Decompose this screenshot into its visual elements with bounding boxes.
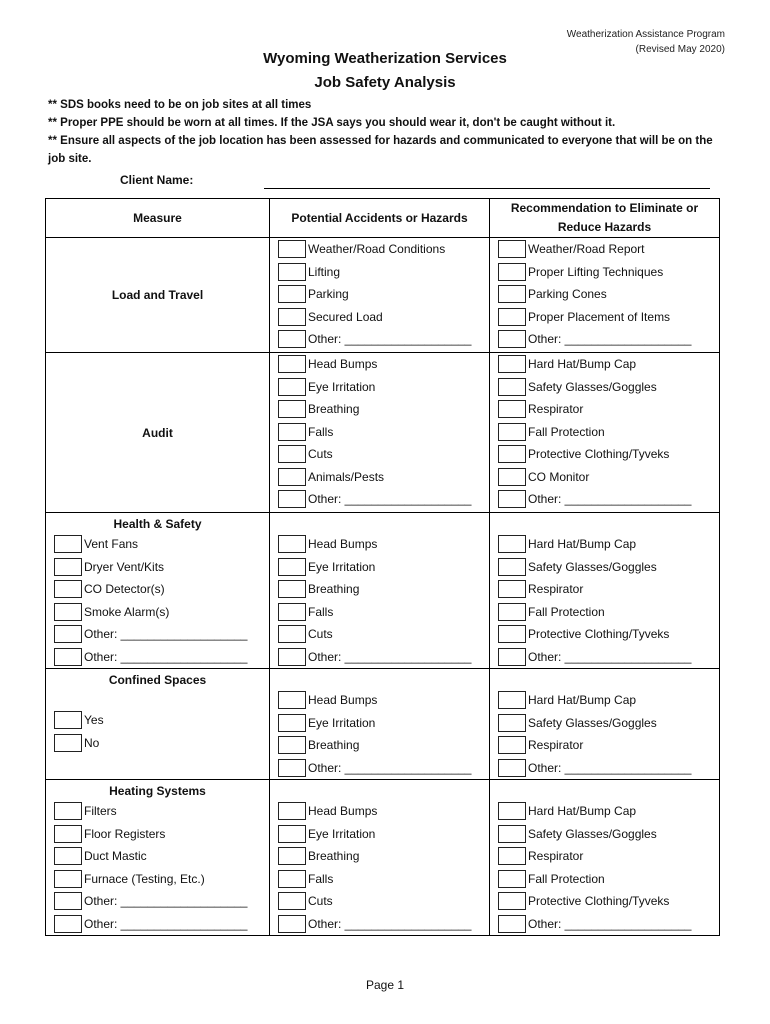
- checkbox-option: [490, 868, 719, 891]
- checkbox[interactable]: [278, 625, 306, 643]
- checkbox-label: Hard Hat/Bump Cap: [528, 804, 637, 819]
- checkbox-label: Yes: [84, 713, 104, 728]
- checkbox-option: [490, 646, 719, 669]
- section-title: Audit: [142, 425, 173, 440]
- checkbox-option: [46, 646, 269, 669]
- checkbox-option: [270, 556, 489, 579]
- checkbox-option: [490, 890, 719, 913]
- checkbox-label: Safety Glasses/Goggles: [528, 559, 657, 574]
- checkbox-label: Fall Protection: [528, 424, 605, 439]
- checkbox-option: [490, 488, 719, 511]
- checkbox-label: Dryer Vent/Kits: [84, 559, 165, 574]
- checkbox-option: [490, 623, 719, 646]
- checkbox-option: [270, 488, 489, 511]
- checkbox-label: Fall Protection: [528, 604, 605, 619]
- checkbox-label: Respirator: [528, 402, 584, 417]
- checkbox[interactable]: [498, 648, 526, 666]
- checkbox-option: [490, 443, 719, 466]
- checkbox[interactable]: [498, 400, 526, 418]
- checkbox-option: [490, 556, 719, 579]
- checkbox-label: Eye Irritation: [308, 826, 376, 841]
- checkbox-label: Other: ___________________: [84, 916, 248, 931]
- client-name-field[interactable]: [264, 188, 710, 189]
- checkbox[interactable]: [498, 263, 526, 281]
- checkbox[interactable]: [498, 825, 526, 843]
- checkbox[interactable]: [278, 802, 306, 820]
- checkbox-label: Other: ___________________: [528, 332, 692, 347]
- checkbox-option: [270, 533, 489, 556]
- checkbox-option: [270, 800, 489, 823]
- checkbox-label: Falls: [308, 871, 334, 886]
- measure-list: [46, 533, 269, 668]
- checkbox-label: Safety Glasses/Goggles: [528, 715, 657, 730]
- checkbox[interactable]: [498, 330, 526, 348]
- checkbox[interactable]: [278, 263, 306, 281]
- checkbox-label: Other: ___________________: [308, 332, 472, 347]
- checkbox-option: [46, 732, 269, 755]
- checkbox-option: [490, 421, 719, 444]
- checkbox[interactable]: [498, 378, 526, 396]
- checkbox[interactable]: [498, 423, 526, 441]
- checkbox-label: Head Bumps: [308, 357, 378, 372]
- checkbox[interactable]: [278, 330, 306, 348]
- checkbox-label: Other: ___________________: [84, 649, 248, 664]
- section-title: Health & Safety: [113, 517, 202, 531]
- recommendation-list: [490, 780, 719, 935]
- recommendation-header-line2: Reduce Hazards: [557, 220, 652, 234]
- checkbox-option: [270, 578, 489, 601]
- checkbox[interactable]: [54, 802, 82, 820]
- checkbox-option: [270, 238, 489, 261]
- checkbox-label: Other: ___________________: [528, 492, 692, 507]
- checkbox-option: [490, 376, 719, 399]
- checkbox[interactable]: [54, 711, 82, 729]
- checkbox-label: Parking: [308, 287, 349, 302]
- checkbox-option: [270, 689, 489, 712]
- checkbox[interactable]: [54, 580, 82, 598]
- recommendation-list: [490, 238, 719, 351]
- recommendation-column-header: [490, 199, 720, 238]
- checkbox-label: Other: ___________________: [84, 894, 248, 909]
- checkbox[interactable]: [498, 580, 526, 598]
- checkbox-option: [490, 466, 719, 489]
- checkbox-label: Hard Hat/Bump Cap: [528, 537, 637, 552]
- note-sds: ** SDS books need to be on job sites at all times: [48, 99, 312, 111]
- checkbox-option: [490, 757, 719, 780]
- job-safety-table: [45, 198, 720, 936]
- checkbox-option: [490, 845, 719, 868]
- checkbox-label: Weather/Road Report: [528, 242, 645, 257]
- checkbox[interactable]: [498, 285, 526, 303]
- recommendation-list: [490, 513, 719, 668]
- recommendation-header-line1: Recommendation to Eliminate or: [510, 201, 699, 215]
- checkbox-option: [270, 443, 489, 466]
- section-health-and-safety: [46, 513, 720, 669]
- checkbox-option: [490, 238, 719, 261]
- checkbox[interactable]: [54, 535, 82, 553]
- note-hazards: ** Ensure all aspects of the job location has been assessed for hazards and communicated to everyone that will be on the job site.: [48, 135, 713, 165]
- checkbox[interactable]: [54, 870, 82, 888]
- checkbox[interactable]: [498, 892, 526, 910]
- checkbox-option: [490, 823, 719, 846]
- checkbox-option: [46, 601, 269, 624]
- checkbox-label: Cuts: [308, 627, 333, 642]
- checkbox-label: Lifting: [308, 264, 341, 279]
- checkbox-label: Falls: [308, 604, 334, 619]
- checkbox-option: [270, 845, 489, 868]
- checkbox-option: [270, 890, 489, 913]
- checkbox-label: Protective Clothing/Tyveks: [528, 447, 670, 462]
- checkbox[interactable]: [278, 535, 306, 553]
- checkbox-label: Filters: [84, 804, 117, 819]
- section-heating-systems: [46, 780, 720, 936]
- checkbox-label: Breathing: [308, 402, 360, 417]
- checkbox[interactable]: [278, 445, 306, 463]
- recommendation-list: [490, 353, 719, 511]
- checkbox-option: [270, 306, 489, 329]
- checkbox[interactable]: [278, 759, 306, 777]
- checkbox-option: [270, 421, 489, 444]
- checkbox[interactable]: [278, 468, 306, 486]
- checkbox-option: [270, 868, 489, 891]
- measure-list: [46, 689, 269, 754]
- checkbox-label: Eye Irritation: [308, 379, 376, 394]
- section-load-and-travel: [46, 238, 720, 353]
- checkbox-option: [490, 800, 719, 823]
- checkbox-label: Furnace (Testing, Etc.): [84, 871, 205, 886]
- checkbox-label: Proper Lifting Techniques: [528, 264, 664, 279]
- checkbox[interactable]: [498, 870, 526, 888]
- checkbox-label: Cuts: [308, 894, 333, 909]
- section-title: Load and Travel: [111, 288, 204, 302]
- checkbox[interactable]: [54, 847, 82, 865]
- checkbox[interactable]: [498, 558, 526, 576]
- checkbox[interactable]: [278, 558, 306, 576]
- measure-list: [46, 800, 269, 935]
- checkbox[interactable]: [54, 825, 82, 843]
- page-number: Page 1: [365, 978, 405, 992]
- checkbox[interactable]: [278, 691, 306, 709]
- checkbox[interactable]: [278, 648, 306, 666]
- checkbox[interactable]: [498, 802, 526, 820]
- checkbox-option: [490, 398, 719, 421]
- section-confined-spaces: [46, 669, 720, 780]
- checkbox[interactable]: [54, 734, 82, 752]
- checkbox-option: [46, 578, 269, 601]
- checkbox-option: [270, 466, 489, 489]
- document-subtitle: Job Safety Analysis: [314, 74, 456, 91]
- checkbox[interactable]: [278, 825, 306, 843]
- checkbox-label: Falls: [308, 424, 334, 439]
- checkbox[interactable]: [498, 468, 526, 486]
- checkbox[interactable]: [498, 535, 526, 553]
- checkbox-label: Protective Clothing/Tyveks: [528, 894, 670, 909]
- checkbox[interactable]: [498, 714, 526, 732]
- checkbox-option: [490, 328, 719, 351]
- checkbox-option: [270, 646, 489, 669]
- checkbox-label: Head Bumps: [308, 537, 378, 552]
- checkbox-option: [270, 283, 489, 306]
- checkbox-label: Weather/Road Conditions: [308, 242, 446, 257]
- checkbox-label: Smoke Alarm(s): [84, 604, 170, 619]
- checkbox-option: [46, 556, 269, 579]
- checkbox-option: [490, 283, 719, 306]
- checkbox-option: [490, 578, 719, 601]
- program-name: Weatherization Assistance Program: [566, 29, 725, 40]
- checkbox-label: Duct Mastic: [84, 849, 147, 864]
- checkbox-option: [490, 712, 719, 735]
- checkbox-option: [46, 890, 269, 913]
- checkbox[interactable]: [498, 847, 526, 865]
- checkbox[interactable]: [278, 580, 306, 598]
- checkbox[interactable]: [278, 714, 306, 732]
- checkbox[interactable]: [278, 603, 306, 621]
- recommendation-list: [490, 669, 719, 779]
- checkbox[interactable]: [278, 240, 306, 258]
- checkbox[interactable]: [278, 736, 306, 754]
- checkbox-label: Breathing: [308, 849, 360, 864]
- checkbox-option: [270, 757, 489, 780]
- checkbox-label: CO Monitor: [528, 469, 590, 484]
- checkbox[interactable]: [278, 308, 306, 326]
- hazards-column-header: Potential Accidents or Hazards: [270, 199, 490, 238]
- checkbox[interactable]: [498, 490, 526, 508]
- checkbox-option: [270, 623, 489, 646]
- checkbox-option: [490, 734, 719, 757]
- checkbox-option: [46, 868, 269, 891]
- checkbox-option: [490, 689, 719, 712]
- checkbox-option: [46, 823, 269, 846]
- checkbox-label: Secured Load: [308, 309, 383, 324]
- checkbox[interactable]: [54, 603, 82, 621]
- hazard-list: [270, 780, 489, 935]
- checkbox[interactable]: [498, 759, 526, 777]
- hazard-list: [270, 669, 489, 779]
- checkbox-option: [270, 353, 489, 376]
- checkbox-label: Other: ___________________: [308, 760, 472, 775]
- checkbox[interactable]: [278, 423, 306, 441]
- checkbox[interactable]: [498, 736, 526, 754]
- checkbox-label: Eye Irritation: [308, 715, 376, 730]
- checkbox-label: Other: ___________________: [528, 649, 692, 664]
- checkbox[interactable]: [54, 915, 82, 933]
- checkbox-label: Eye Irritation: [308, 559, 376, 574]
- checkbox-option: [270, 328, 489, 351]
- checkbox-label: Safety Glasses/Goggles: [528, 379, 657, 394]
- checkbox-option: [490, 601, 719, 624]
- checkbox-label: Vent Fans: [84, 537, 139, 552]
- hazard-list: [270, 238, 489, 351]
- checkbox-label: Parking Cones: [528, 287, 607, 302]
- checkbox-option: [270, 601, 489, 624]
- section-audit: [46, 353, 720, 513]
- checkbox-label: Breathing: [308, 738, 360, 753]
- checkbox[interactable]: [498, 691, 526, 709]
- checkbox[interactable]: [498, 915, 526, 933]
- checkbox-option: [46, 623, 269, 646]
- checkbox-label: CO Detector(s): [84, 582, 165, 597]
- checkbox-label: Fall Protection: [528, 871, 605, 886]
- checkbox-label: Respirator: [528, 738, 584, 753]
- client-name-label: Client Name:: [120, 173, 194, 187]
- checkbox-option: [490, 913, 719, 936]
- checkbox[interactable]: [498, 355, 526, 373]
- checkbox-label: Hard Hat/Bump Cap: [528, 693, 637, 708]
- checkbox-option: [490, 533, 719, 556]
- checkbox[interactable]: [54, 558, 82, 576]
- checkbox-label: Other: ___________________: [308, 916, 472, 931]
- checkbox[interactable]: [278, 378, 306, 396]
- checkbox-option: [490, 353, 719, 376]
- checkbox-label: Breathing: [308, 582, 360, 597]
- checkbox-label: Other: ___________________: [528, 916, 692, 931]
- checkbox-option: [270, 734, 489, 757]
- checkbox-option: [270, 823, 489, 846]
- checkbox-label: Head Bumps: [308, 693, 378, 708]
- checkbox-label: Other: ___________________: [528, 760, 692, 775]
- checkbox[interactable]: [278, 915, 306, 933]
- checkbox[interactable]: [278, 400, 306, 418]
- checkbox-option: [270, 261, 489, 284]
- checkbox-label: Protective Clothing/Tyveks: [528, 627, 670, 642]
- section-title: Heating Systems: [109, 784, 206, 798]
- checkbox-label: Safety Glasses/Goggles: [528, 826, 657, 841]
- checkbox-label: Head Bumps: [308, 804, 378, 819]
- checkbox-label: Other: ___________________: [84, 627, 248, 642]
- checkbox[interactable]: [498, 308, 526, 326]
- document-title: Wyoming Weatherization Services: [263, 50, 507, 67]
- checkbox-label: Proper Placement of Items: [528, 309, 671, 324]
- measure-column-header: Measure: [46, 199, 270, 238]
- checkbox-option: [46, 845, 269, 868]
- checkbox[interactable]: [498, 445, 526, 463]
- hazard-list: [270, 513, 489, 668]
- checkbox-option: [46, 800, 269, 823]
- checkbox[interactable]: [498, 240, 526, 258]
- checkbox[interactable]: [278, 355, 306, 373]
- checkbox[interactable]: [498, 603, 526, 621]
- checkbox-option: [270, 913, 489, 936]
- checkbox-option: [46, 533, 269, 556]
- checkbox-option: [490, 261, 719, 284]
- checkbox-label: Floor Registers: [84, 826, 166, 841]
- checkbox[interactable]: [54, 625, 82, 643]
- checkbox-label: Other: ___________________: [308, 649, 472, 664]
- checkbox[interactable]: [54, 648, 82, 666]
- checkbox-option: [46, 913, 269, 936]
- checkbox-label: Respirator: [528, 849, 584, 864]
- checkbox-label: No: [84, 735, 100, 750]
- checkbox[interactable]: [278, 870, 306, 888]
- checkbox[interactable]: [278, 285, 306, 303]
- checkbox[interactable]: [54, 892, 82, 910]
- checkbox[interactable]: [278, 892, 306, 910]
- checkbox-option: [270, 398, 489, 421]
- checkbox-label: Animals/Pests: [308, 469, 385, 484]
- checkbox-label: Hard Hat/Bump Cap: [528, 357, 637, 372]
- section-title: Confined Spaces: [108, 673, 207, 687]
- checkbox-label: Respirator: [528, 582, 584, 597]
- checkbox[interactable]: [498, 625, 526, 643]
- revision-date: (Revised May 2020): [635, 44, 725, 55]
- checkbox-option: [270, 376, 489, 399]
- checkbox[interactable]: [278, 490, 306, 508]
- checkbox-option: [46, 709, 269, 732]
- checkbox-label: Cuts: [308, 447, 333, 462]
- checkbox-label: Other: ___________________: [308, 492, 472, 507]
- note-ppe: ** Proper PPE should be worn at all times. If the JSA says you should wear it, don't be caught without it.: [48, 117, 616, 129]
- checkbox[interactable]: [278, 847, 306, 865]
- checkbox-option: [270, 712, 489, 735]
- hazard-list: [270, 353, 489, 511]
- checkbox-option: [490, 306, 719, 329]
